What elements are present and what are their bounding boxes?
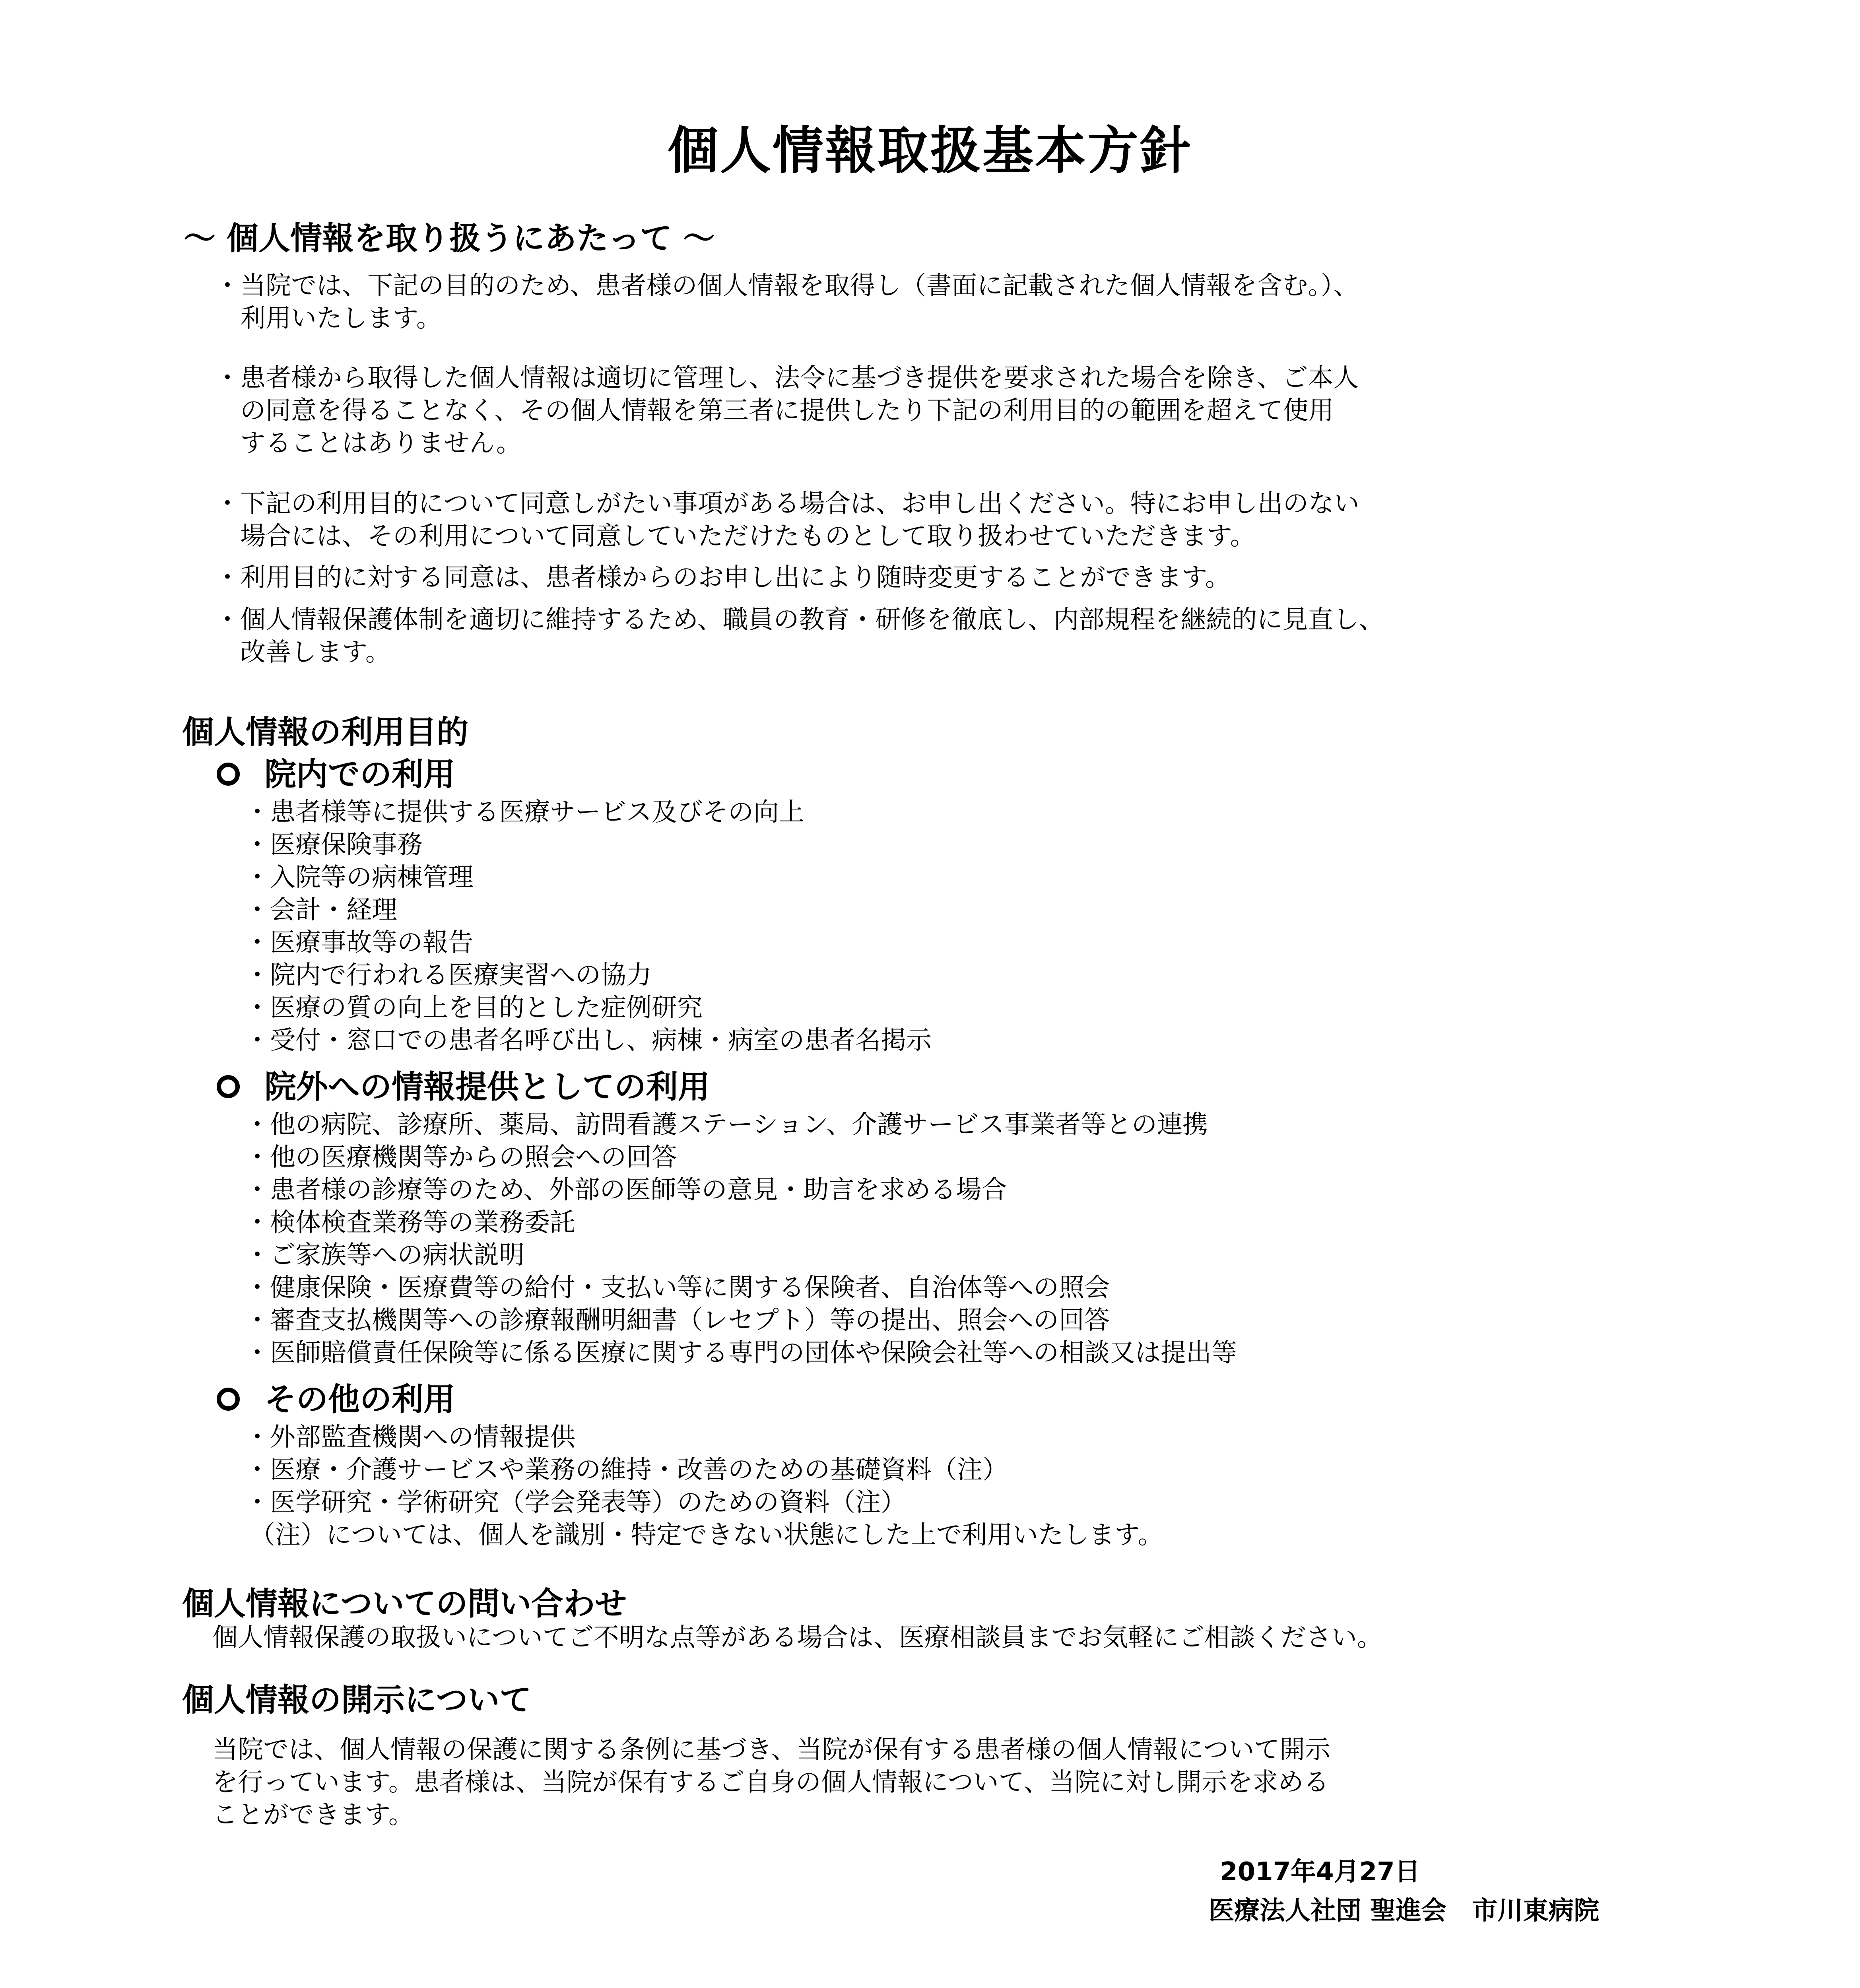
list-item: ・他の病院、診療所、薬局、訪問看護ステーション、介護サービス事業者等との連携 (245, 1110, 1208, 1140)
note-text: （注）については、個人を識別・特定できない状態にした上で利用いたします。 (250, 1520, 1163, 1550)
bullet-line: 下記の利用目的について同意しがたい事項がある場合は、お申し出ください。特にお申し出のない (240, 489, 1359, 518)
disclosure-heading: 個人情報の開示について (182, 1681, 532, 1718)
list-item: ・入院等の病棟管理 (245, 863, 474, 892)
list-item: ・健康保険・医療費等の給付・支払い等に関する保険者、自治体等への照会 (245, 1273, 1110, 1303)
bullet-mark: ・ (215, 563, 240, 592)
list-item: ・医療・介護サービスや業務の維持・改善のための基礎資料（注） (245, 1455, 1008, 1485)
external-use-title: 院外への情報提供としての利用 (264, 1068, 710, 1105)
external-use-heading (217, 1067, 710, 1107)
bullet-mark: ・ (215, 363, 240, 393)
organization-name: 医療法人社団 聖進会 市川東病院 (1209, 1896, 1600, 1926)
purpose-heading: 個人情報の利用目的 (182, 714, 468, 751)
list-item: ・患者様等に提供する医療サービス及びその向上 (245, 798, 804, 827)
list-item: ・外部監査機関への情報提供 (245, 1423, 575, 1452)
list-item: ・医療保険事務 (245, 830, 423, 860)
intro-heading: ～ 個人情報を取り扱うにあたって ～ (184, 220, 715, 257)
other-use-heading (217, 1380, 455, 1419)
page-title: 個人情報取扱基本方針 (667, 121, 1192, 181)
list-item: ・審査支払機関等への診療報酬明細書（レセプト）等の提出、照会への回答 (245, 1306, 1110, 1335)
bullet-line: 利用目的に対する同意は、患者様からのお申し出により随時変更することができます。 (240, 563, 1231, 592)
bullet-line: 改善します。 (240, 638, 391, 667)
list-item: ・院内で行われる医療実習への協力 (245, 961, 652, 990)
list-item: ・医療の質の向上を目的とした症例研究 (245, 993, 703, 1023)
bullet-line: 場合には、その利用について同意していただけたものとして取り扱わせていただきます。 (240, 522, 1256, 551)
disclosure-line: ことができます。 (212, 1800, 414, 1830)
bullet-line: 個人情報保護体制を適切に維持するため、職員の教育・研修を徹底し、内部規程を継続的に見直し、 (240, 605, 1384, 635)
list-item: ・会計・経理 (245, 895, 397, 925)
bullet-line: することはありません。 (240, 429, 522, 458)
inquiry-heading: 個人情報についての問い合わせ (182, 1585, 627, 1622)
list-item: ・医療事故等の報告 (245, 928, 474, 957)
list-item: ・医師賠償責任保険等に係る医療に関する専門の団体や保険会社等への相談又は提出等 (245, 1338, 1237, 1368)
list-item: ・検体検査業務等の業務委託 (245, 1208, 575, 1237)
circle-icon (217, 763, 240, 786)
bullet-mark: ・ (215, 605, 240, 635)
inquiry-text: 個人情報保護の取扱いについてご不明な点等がある場合は、医療相談員までお気軽にご相談ください。 (212, 1623, 1382, 1652)
bullet-line: 当院では、下記の目的のため、患者様の個人情報を取得し（書面に記載された個人情報を含む。）、 (240, 271, 1359, 301)
internal-use-title: 院内での利用 (264, 756, 455, 793)
other-use-title: その他の利用 (264, 1381, 455, 1418)
list-item: ・医学研究・学術研究（学会発表等）のための資料（注） (245, 1488, 906, 1517)
list-item: ・他の医療機関等からの照会への回答 (245, 1143, 677, 1172)
issue-date: 2017年4月27日 (1220, 1857, 1420, 1887)
list-item: ・患者様の診療等のため、外部の医師等の意見・助言を求める場合 (245, 1175, 1007, 1205)
bullet-line: 患者様から取得した個人情報は適切に管理し、法令に基づき提供を要求された場合を除き、ご本人 (240, 363, 1359, 393)
disclosure-line: 当院では、個人情報の保護に関する条例に基づき、当院が保有する患者様の個人情報について開示 (212, 1735, 1331, 1765)
circle-icon (217, 1075, 240, 1098)
internal-use-heading (217, 755, 455, 794)
bullet-line: の同意を得ることなく、その個人情報を第三者に提供したり下記の利用目的の範囲を超えて使用 (240, 396, 1334, 425)
bullet-mark: ・ (215, 489, 240, 518)
list-item: ・受付・窓口での患者名呼び出し、病棟・病室の患者名掲示 (245, 1026, 932, 1055)
circle-icon (217, 1388, 240, 1411)
bullet-mark: ・ (215, 271, 240, 301)
bullet-line: 利用いたします。 (240, 304, 442, 333)
list-item: ・ご家族等への病状説明 (245, 1241, 524, 1270)
disclosure-line: を行っています。患者様は、当院が保有するご自身の個人情報について、当院に対し開示を求める (212, 1768, 1329, 1797)
